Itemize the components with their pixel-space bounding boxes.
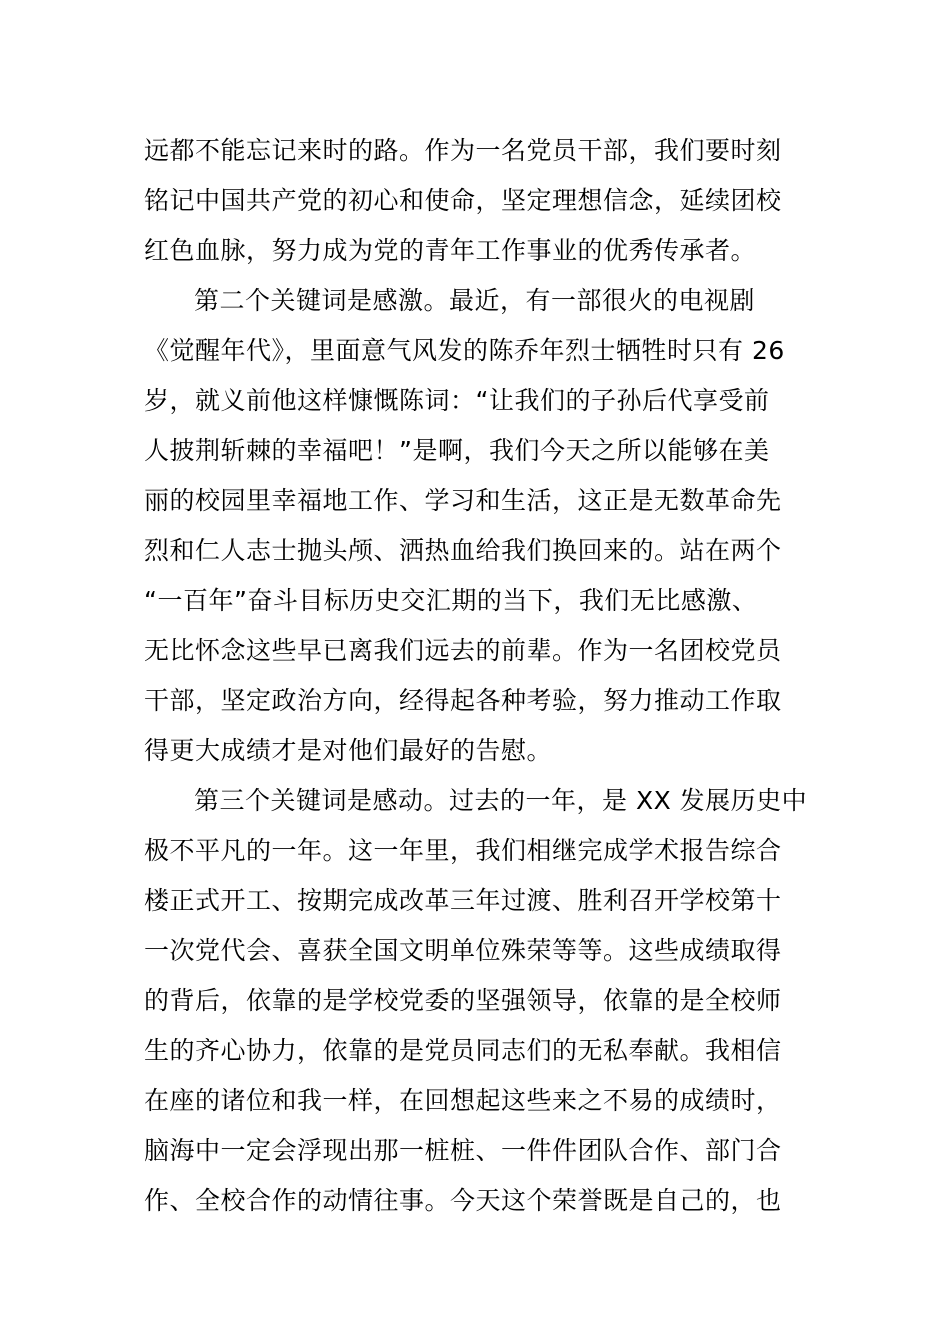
paragraph-start-line: 第二个关键词是感激。最近，有一部很火的电视剧 bbox=[194, 286, 756, 315]
text-line: 脑海中一定会浮现出那一桩桩、一件件团队合作、部门合 bbox=[144, 1136, 782, 1165]
text-line: 一次党代会、喜获全国文明单位殊荣等等。这些成绩取得 bbox=[144, 936, 782, 965]
text-line: 极不平凡的一年。这一年里，我们相继完成学术报告综合 bbox=[144, 836, 782, 865]
text-line: 人披荆斩棘的幸福吧！”是啊，我们今天之所以能够在美 bbox=[144, 436, 770, 465]
text-line: 红色血脉，努力成为党的青年工作事业的优秀传承者。 bbox=[144, 236, 757, 265]
text-line: 作、全校合作的动情往事。今天这个荣誉既是自己的，也 bbox=[144, 1186, 782, 1215]
text-line: 干部，坚定政治方向，经得起各种考验，努力推动工作取 bbox=[144, 686, 782, 715]
text-line: 《觉醒年代》，里面意气风发的陈乔年烈士牺牲时只有 26 bbox=[144, 336, 785, 365]
text-line: 生的齐心协力，依靠的是党员同志们的无私奉献。我相信 bbox=[144, 1036, 782, 1065]
body-text bbox=[144, 126, 808, 1226]
text-line: 丽的校园里幸福地工作、学习和生活，这正是无数革命先 bbox=[144, 486, 782, 515]
text-line: 的背后，依靠的是学校党委的坚强领导，依靠的是全校师 bbox=[144, 986, 782, 1015]
text-line: 铭记中国共产党的初心和使命，坚定理想信念，延续团校 bbox=[144, 186, 782, 215]
paragraph-start-line: 第三个关键词是感动。过去的一年，是 XX 发展历史中 bbox=[194, 786, 808, 815]
text-line: 得更大成绩才是对他们最好的告慰。 bbox=[144, 736, 553, 765]
text-line: 楼正式开工、按期完成改革三年过渡、胜利召开学校第十 bbox=[144, 886, 782, 915]
text-line: 在座的诸位和我一样，在回想起这些来之不易的成绩时， bbox=[144, 1086, 782, 1115]
text-line: 烈和仁人志士抛头颅、洒热血给我们换回来的。站在两个 bbox=[144, 536, 782, 565]
text-line: 无比怀念这些早已离我们远去的前辈。作为一名团校党员 bbox=[144, 636, 782, 665]
text-line: “一百年”奋斗目标历史交汇期的当下，我们无比感激、 bbox=[144, 586, 758, 615]
text-line: 岁，就义前他这样慷慨陈词：“让我们的子孙后代享受前 bbox=[144, 386, 770, 415]
text-line: 远都不能忘记来时的路。作为一名党员干部，我们要时刻 bbox=[144, 136, 782, 165]
